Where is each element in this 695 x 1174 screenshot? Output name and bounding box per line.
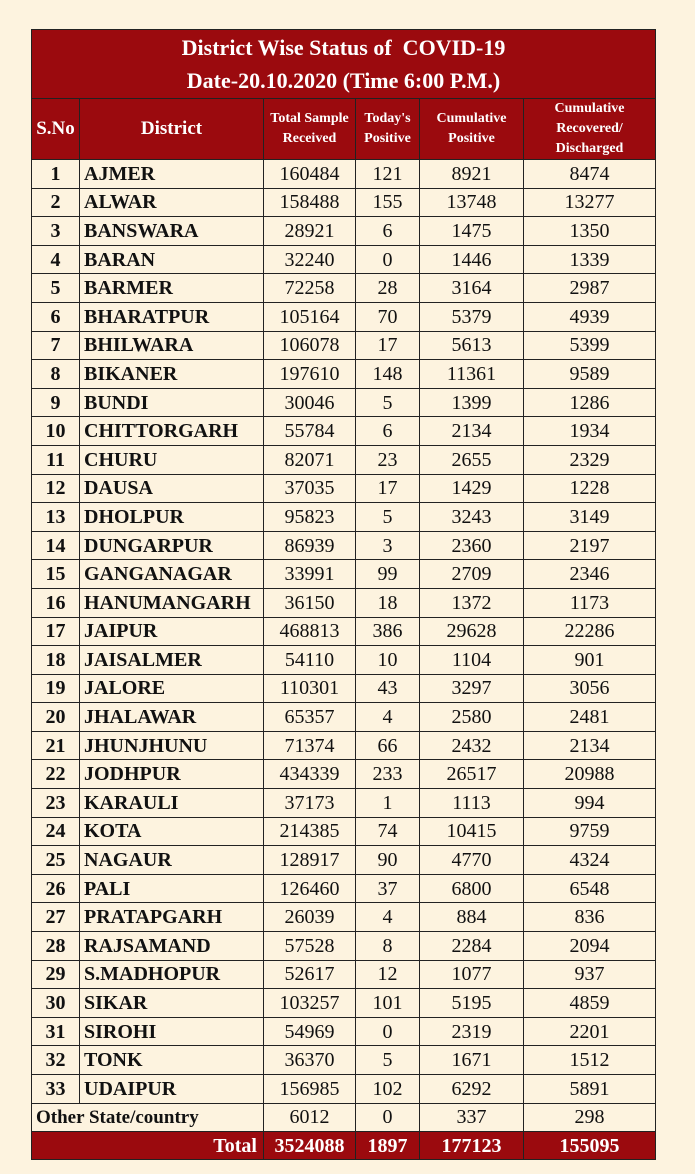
row-today: 233 (356, 760, 420, 789)
row-recovered: 4859 (524, 989, 656, 1018)
row-samples: 110301 (264, 674, 356, 703)
header-samples-line2: Received (282, 131, 337, 146)
row-today: 5 (356, 388, 420, 417)
row-recovered: 9589 (524, 360, 656, 389)
row-sno: 18 (32, 646, 80, 675)
row-cum-positive: 2319 (420, 1017, 524, 1046)
row-samples: 36370 (264, 1046, 356, 1075)
row-recovered: 20988 (524, 760, 656, 789)
row-today: 1 (356, 789, 420, 818)
header-today-line2: Positive (364, 131, 411, 146)
row-samples: 82071 (264, 445, 356, 474)
table-row (32, 874, 656, 903)
row-samples: 197610 (264, 360, 356, 389)
header-samples-line1: Total Sample (270, 111, 349, 126)
header-cum-positive (420, 99, 524, 160)
district-status-table (31, 29, 656, 1160)
table-row (32, 160, 656, 189)
row-samples: 37173 (264, 789, 356, 818)
row-samples: 468813 (264, 617, 356, 646)
row-cum-positive: 5613 (420, 331, 524, 360)
row-today: 66 (356, 731, 420, 760)
table-row (32, 245, 656, 274)
row-district: SIROHI (80, 1017, 264, 1046)
row-samples: 126460 (264, 874, 356, 903)
row-district: PRATAPGARH (80, 903, 264, 932)
row-cum-positive: 3297 (420, 674, 524, 703)
table-row (32, 388, 656, 417)
row-district: BANSWARA (80, 217, 264, 246)
row-recovered: 1228 (524, 474, 656, 503)
row-sno: 14 (32, 531, 80, 560)
row-sno: 32 (32, 1046, 80, 1075)
row-today: 0 (356, 1017, 420, 1046)
row-recovered: 2094 (524, 932, 656, 961)
other-state-label: Other State/country (32, 1103, 264, 1132)
row-cum-positive: 11361 (420, 360, 524, 389)
row-recovered: 4939 (524, 302, 656, 331)
row-recovered: 4324 (524, 846, 656, 875)
row-district: JALORE (80, 674, 264, 703)
row-district: KOTA (80, 817, 264, 846)
title-line-2: Date-20.10.2020 (Time 6:00 P.M.) (186, 68, 501, 93)
row-cum-positive: 2655 (420, 445, 524, 474)
row-recovered: 9759 (524, 817, 656, 846)
row-cum-positive: 1372 (420, 588, 524, 617)
header-district: District (80, 99, 264, 160)
row-samples: 95823 (264, 503, 356, 532)
row-cum-positive: 6292 (420, 1075, 524, 1104)
row-samples: 156985 (264, 1075, 356, 1104)
row-sno: 27 (32, 903, 80, 932)
row-cum-positive: 1671 (420, 1046, 524, 1075)
other-recovered: 298 (524, 1103, 656, 1132)
row-recovered: 22286 (524, 617, 656, 646)
table-row (32, 789, 656, 818)
row-today: 28 (356, 274, 420, 303)
row-district: ALWAR (80, 188, 264, 217)
table-row (32, 760, 656, 789)
row-cum-positive: 2284 (420, 932, 524, 961)
row-recovered: 1173 (524, 588, 656, 617)
row-district: BHARATPUR (80, 302, 264, 331)
row-district: DHOLPUR (80, 503, 264, 532)
row-sno: 15 (32, 560, 80, 589)
row-recovered: 13277 (524, 188, 656, 217)
other-state-row (32, 1103, 656, 1132)
row-today: 5 (356, 1046, 420, 1075)
row-cum-positive: 13748 (420, 188, 524, 217)
row-today: 102 (356, 1075, 420, 1104)
row-district: BHILWARA (80, 331, 264, 360)
row-samples: 55784 (264, 417, 356, 446)
row-cum-positive: 6800 (420, 874, 524, 903)
row-district: DAUSA (80, 474, 264, 503)
row-samples: 71374 (264, 731, 356, 760)
row-samples: 434339 (264, 760, 356, 789)
row-samples: 54969 (264, 1017, 356, 1046)
row-samples: 36150 (264, 588, 356, 617)
row-district: GANGANAGAR (80, 560, 264, 589)
row-sno: 10 (32, 417, 80, 446)
row-today: 18 (356, 588, 420, 617)
row-sno: 23 (32, 789, 80, 818)
row-cum-positive: 1429 (420, 474, 524, 503)
other-cum-positive: 337 (420, 1103, 524, 1132)
row-recovered: 2197 (524, 531, 656, 560)
report-title (32, 30, 656, 99)
row-sno: 24 (32, 817, 80, 846)
table-row (32, 331, 656, 360)
row-sno: 13 (32, 503, 80, 532)
row-district: JHUNJHUNU (80, 731, 264, 760)
row-cum-positive: 2580 (420, 703, 524, 732)
row-samples: 37035 (264, 474, 356, 503)
row-today: 386 (356, 617, 420, 646)
row-sno: 25 (32, 846, 80, 875)
row-today: 12 (356, 960, 420, 989)
row-recovered: 1286 (524, 388, 656, 417)
covid-status-report (31, 29, 655, 1160)
title-row (32, 30, 656, 99)
row-sno: 29 (32, 960, 80, 989)
table-row (32, 932, 656, 961)
row-today: 10 (356, 646, 420, 675)
row-cum-positive: 1077 (420, 960, 524, 989)
row-recovered: 3149 (524, 503, 656, 532)
row-sno: 5 (32, 274, 80, 303)
table-row (32, 503, 656, 532)
row-recovered: 2346 (524, 560, 656, 589)
row-district: BIKANER (80, 360, 264, 389)
row-recovered: 2201 (524, 1017, 656, 1046)
row-district: RAJSAMAND (80, 932, 264, 961)
row-district: BUNDI (80, 388, 264, 417)
row-recovered: 994 (524, 789, 656, 818)
row-cum-positive: 8921 (420, 160, 524, 189)
row-district: CHITTORGARH (80, 417, 264, 446)
row-samples: 158488 (264, 188, 356, 217)
row-sno: 22 (32, 760, 80, 789)
row-recovered: 1339 (524, 245, 656, 274)
row-cum-positive: 2360 (420, 531, 524, 560)
row-samples: 214385 (264, 817, 356, 846)
row-district: UDAIPUR (80, 1075, 264, 1104)
row-cum-positive: 2709 (420, 560, 524, 589)
row-recovered: 2481 (524, 703, 656, 732)
row-samples: 65357 (264, 703, 356, 732)
row-today: 74 (356, 817, 420, 846)
row-sno: 3 (32, 217, 80, 246)
row-district: KARAULI (80, 789, 264, 818)
row-sno: 26 (32, 874, 80, 903)
row-samples: 33991 (264, 560, 356, 589)
row-today: 17 (356, 331, 420, 360)
row-sno: 12 (32, 474, 80, 503)
row-recovered: 5399 (524, 331, 656, 360)
table-row (32, 903, 656, 932)
row-district: JAIPUR (80, 617, 264, 646)
row-today: 70 (356, 302, 420, 331)
row-today: 5 (356, 503, 420, 532)
row-sno: 11 (32, 445, 80, 474)
row-samples: 160484 (264, 160, 356, 189)
row-sno: 19 (32, 674, 80, 703)
row-district: HANUMANGARH (80, 588, 264, 617)
row-recovered: 3056 (524, 674, 656, 703)
row-cum-positive: 2134 (420, 417, 524, 446)
row-today: 4 (356, 703, 420, 732)
total-recovered: 155095 (524, 1132, 656, 1160)
row-district: TONK (80, 1046, 264, 1075)
row-today: 148 (356, 360, 420, 389)
other-samples: 6012 (264, 1103, 356, 1132)
row-sno: 33 (32, 1075, 80, 1104)
row-today: 6 (356, 217, 420, 246)
row-cum-positive: 1104 (420, 646, 524, 675)
row-recovered: 6548 (524, 874, 656, 903)
row-today: 43 (356, 674, 420, 703)
row-today: 99 (356, 560, 420, 589)
row-samples: 26039 (264, 903, 356, 932)
row-today: 3 (356, 531, 420, 560)
table-row (32, 588, 656, 617)
table-row (32, 188, 656, 217)
table-row (32, 274, 656, 303)
row-cum-positive: 1113 (420, 789, 524, 818)
row-cum-positive: 2432 (420, 731, 524, 760)
row-cum-positive: 3243 (420, 503, 524, 532)
row-sno: 8 (32, 360, 80, 389)
total-cum-positive: 177123 (420, 1132, 524, 1160)
table-row (32, 617, 656, 646)
table-row (32, 674, 656, 703)
row-recovered: 1512 (524, 1046, 656, 1075)
row-cum-positive: 4770 (420, 846, 524, 875)
row-samples: 105164 (264, 302, 356, 331)
table-row (32, 217, 656, 246)
row-sno: 21 (32, 731, 80, 760)
header-samples (264, 99, 356, 160)
row-cum-positive: 26517 (420, 760, 524, 789)
row-cum-positive: 5195 (420, 989, 524, 1018)
row-recovered: 937 (524, 960, 656, 989)
table-row (32, 989, 656, 1018)
total-samples: 3524088 (264, 1132, 356, 1160)
row-recovered: 2134 (524, 731, 656, 760)
table-row (32, 1075, 656, 1104)
row-sno: 9 (32, 388, 80, 417)
table-row (32, 731, 656, 760)
row-district: NAGAUR (80, 846, 264, 875)
table-row (32, 846, 656, 875)
row-samples: 103257 (264, 989, 356, 1018)
table-row (32, 1017, 656, 1046)
row-samples: 106078 (264, 331, 356, 360)
row-sno: 7 (32, 331, 80, 360)
row-today: 23 (356, 445, 420, 474)
row-cum-positive: 3164 (420, 274, 524, 303)
row-today: 0 (356, 245, 420, 274)
row-recovered: 5891 (524, 1075, 656, 1104)
row-district: JAISALMER (80, 646, 264, 675)
row-samples: 57528 (264, 932, 356, 961)
row-today: 121 (356, 160, 420, 189)
total-label: Total (32, 1132, 264, 1160)
row-district: CHURU (80, 445, 264, 474)
row-recovered: 901 (524, 646, 656, 675)
header-recovered-line2: Recovered/ (556, 121, 623, 136)
row-sno: 30 (32, 989, 80, 1018)
header-recovered-line3: Discharged (555, 141, 624, 156)
row-cum-positive: 5379 (420, 302, 524, 331)
row-recovered: 2987 (524, 274, 656, 303)
row-samples: 128917 (264, 846, 356, 875)
row-cum-positive: 884 (420, 903, 524, 932)
row-samples: 32240 (264, 245, 356, 274)
row-sno: 28 (32, 932, 80, 961)
row-recovered: 2329 (524, 445, 656, 474)
row-sno: 4 (32, 245, 80, 274)
header-row (32, 99, 656, 160)
table-row (32, 646, 656, 675)
row-today: 6 (356, 417, 420, 446)
row-district: BARMER (80, 274, 264, 303)
row-today: 101 (356, 989, 420, 1018)
row-today: 4 (356, 903, 420, 932)
table-row (32, 1046, 656, 1075)
table-row (32, 417, 656, 446)
other-today: 0 (356, 1103, 420, 1132)
row-district: SIKAR (80, 989, 264, 1018)
row-sno: 31 (32, 1017, 80, 1046)
row-today: 155 (356, 188, 420, 217)
row-recovered: 836 (524, 903, 656, 932)
table-row (32, 445, 656, 474)
row-today: 8 (356, 932, 420, 961)
table-row (32, 302, 656, 331)
row-district: JODHPUR (80, 760, 264, 789)
row-sno: 16 (32, 588, 80, 617)
row-sno: 2 (32, 188, 80, 217)
table-row (32, 560, 656, 589)
header-today (356, 99, 420, 160)
row-district: DUNGARPUR (80, 531, 264, 560)
row-recovered: 8474 (524, 160, 656, 189)
row-cum-positive: 1446 (420, 245, 524, 274)
row-cum-positive: 1399 (420, 388, 524, 417)
row-samples: 52617 (264, 960, 356, 989)
row-samples: 72258 (264, 274, 356, 303)
total-today: 1897 (356, 1132, 420, 1160)
row-district: PALI (80, 874, 264, 903)
table-row (32, 531, 656, 560)
row-samples: 86939 (264, 531, 356, 560)
table-row (32, 360, 656, 389)
title-line-1: District Wise Status of COVID-19 (181, 35, 506, 60)
row-today: 90 (356, 846, 420, 875)
table-row (32, 703, 656, 732)
header-recovered-line1: Cumulative (554, 101, 625, 116)
row-samples: 28921 (264, 217, 356, 246)
row-cum-positive: 10415 (420, 817, 524, 846)
row-sno: 6 (32, 302, 80, 331)
row-today: 37 (356, 874, 420, 903)
header-recovered (524, 99, 656, 160)
row-recovered: 1350 (524, 217, 656, 246)
row-today: 17 (356, 474, 420, 503)
row-cum-positive: 1475 (420, 217, 524, 246)
header-today-line1: Today's (364, 111, 411, 126)
row-recovered: 1934 (524, 417, 656, 446)
row-sno: 20 (32, 703, 80, 732)
row-samples: 54110 (264, 646, 356, 675)
header-sno: S.No (32, 99, 80, 160)
row-sno: 17 (32, 617, 80, 646)
row-samples: 30046 (264, 388, 356, 417)
row-district: JHALAWAR (80, 703, 264, 732)
row-district: S.MADHOPUR (80, 960, 264, 989)
header-cum-positive-line1: Cumulative (436, 111, 507, 126)
total-row (32, 1132, 656, 1160)
table-row (32, 817, 656, 846)
table-row (32, 474, 656, 503)
row-district: AJMER (80, 160, 264, 189)
table-row (32, 960, 656, 989)
row-cum-positive: 29628 (420, 617, 524, 646)
row-sno: 1 (32, 160, 80, 189)
row-district: BARAN (80, 245, 264, 274)
header-cum-positive-line2: Positive (448, 131, 495, 146)
